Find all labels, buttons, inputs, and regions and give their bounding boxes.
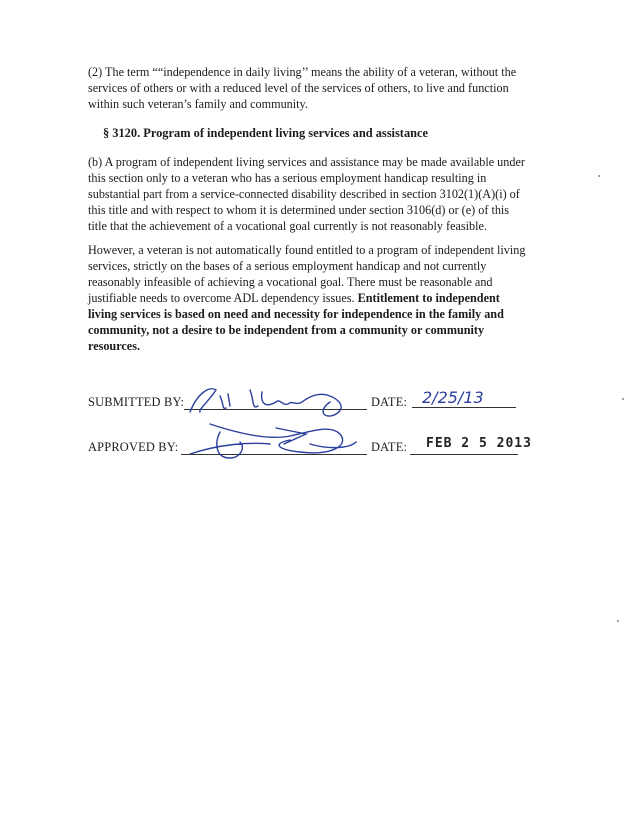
text-line: title that the achievement of a vocational goal currently is not reasonably feasible.: [88, 219, 487, 233]
program-paragraph: [88, 154, 548, 234]
entitlement-paragraph: [88, 242, 548, 354]
scan-speck: [598, 175, 600, 177]
scan-speck: [622, 398, 624, 400]
text-bold: Entitlement to independent: [357, 291, 500, 305]
text-line: this section only to a veteran who has a serious employment handicap resulting in: [88, 171, 487, 185]
approved-signature: [180, 414, 380, 464]
approved-date-line: [410, 454, 518, 455]
section-heading: § 3120. Program of independent living services and assistance: [103, 126, 429, 140]
approved-by-label: APPROVED BY:: [88, 440, 179, 454]
text-line-bold: living services is based on need and necessity for independence in the family and: [88, 307, 504, 321]
text-line: [88, 290, 548, 306]
text-line: within such veteran’s family and community.: [88, 97, 308, 111]
text-line: services of others or with a reduced level of the services of others, to live and function: [88, 81, 509, 95]
submitted-by-label: SUBMITTED BY:: [88, 395, 185, 409]
definition-paragraph: [88, 64, 548, 112]
submitted-date-value: 2/25/13: [422, 388, 484, 407]
text-line: However, a veteran is not automatically found entitled to a program of independent living: [88, 243, 526, 257]
submitted-date-line: [412, 407, 516, 408]
text-line: reasonably infeasible of achieving a vocational goal. There must be reasonable and: [88, 275, 493, 289]
submitted-date-label: DATE:: [371, 395, 408, 409]
text-line: (b) A program of independent living services and assistance may be made available under: [88, 155, 525, 169]
text-line: this title and with respect to whom it is determined under section 3106(d) or (e) of this: [88, 203, 510, 217]
text-regular: justifiable needs to overcome ADL dependency issues.: [88, 291, 358, 305]
text-line: (2) The term ““independence in daily living’’ means the ability of a veteran, without the: [88, 65, 517, 79]
approved-date-label: DATE:: [371, 440, 408, 454]
text-line: substantial part from a service-connected disability described in section 3102(1)(A)(i) of: [88, 187, 520, 201]
approved-date-stamp: FEB 2 5 2013: [426, 436, 532, 451]
scan-speck: [617, 620, 619, 622]
text-line-bold: community, not a desire to be independent from a community or community: [88, 323, 485, 337]
text-line: services, strictly on the bases of a serious employment handicap and not currently: [88, 259, 487, 273]
text-line-bold: resources.: [88, 339, 141, 353]
